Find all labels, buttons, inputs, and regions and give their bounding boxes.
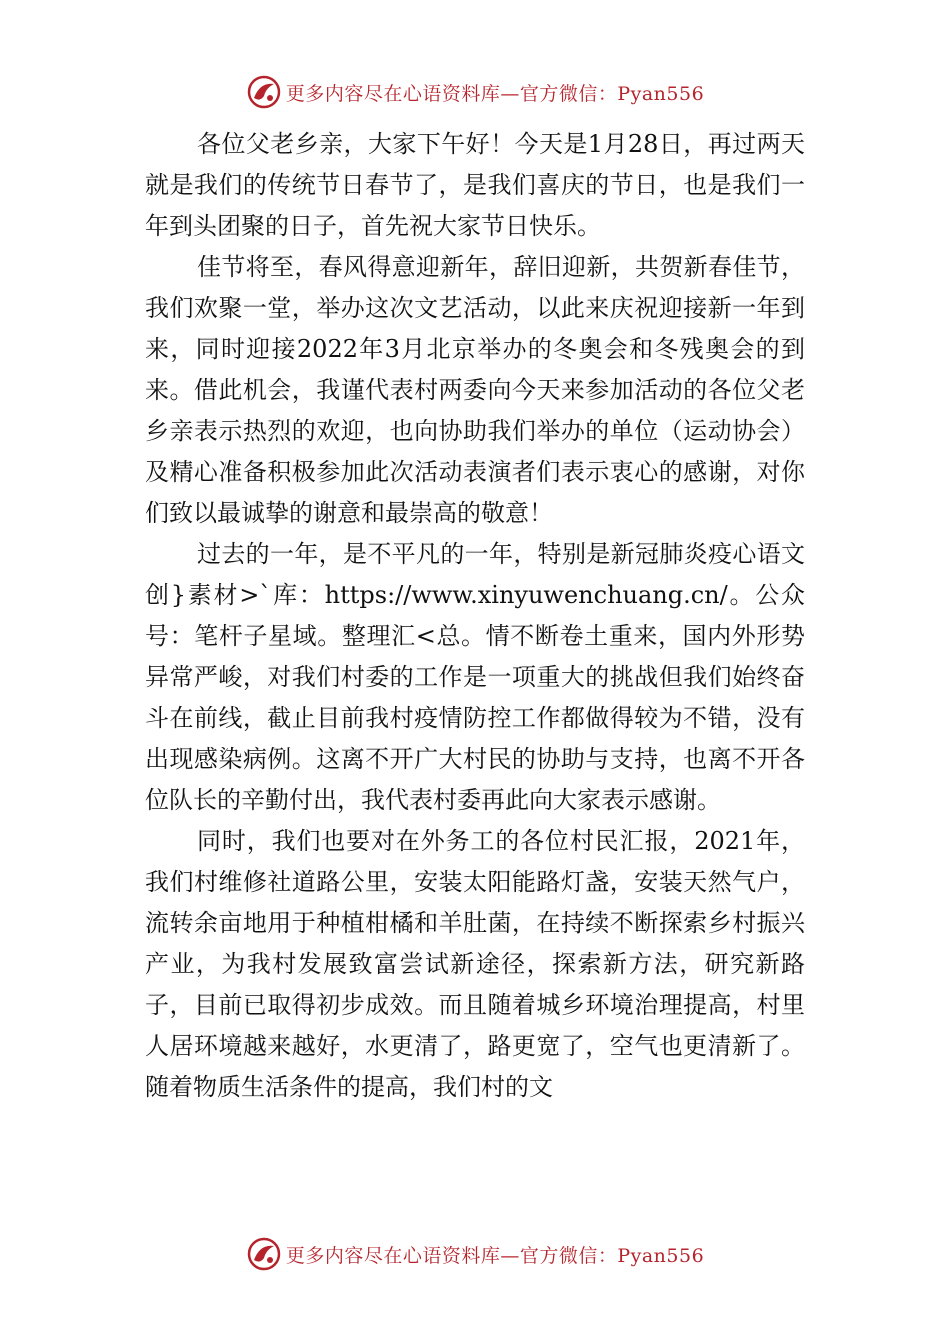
paragraph-1: 各位父老乡亲，大家下午好！今天是1月28日，再过两天就是我们的传统节日春节了，是我们喜庆的节日，也是我们一年到头团聚的日子，首先祝大家节日快乐。 bbox=[145, 130, 805, 240]
logo-icon bbox=[246, 74, 282, 110]
paragraph-2: 佳节将至，春风得意迎新年，辞旧迎新，共贺新春佳节，我们欢聚一堂，举办这次文艺活动，以此来庆祝迎接新一年到来，同时迎接2022年3月北京举办的冬奥会和冬残奥会的到来。借此机会，我谨代表村两委向今天来参加活动的各位父老乡亲表示热烈的欢迎，也向协助我们举办的单位（运动协会）及精心准备积极参加此次活动表演者们表示衷心的感谢，对你们致以最诚挚的谢意和最崇高的敬意！ bbox=[145, 253, 805, 527]
document-body bbox=[145, 124, 805, 1108]
banner-text: 更多内容尽在心语资料库—官方微信：Pyan556 bbox=[285, 82, 705, 105]
banner-text: 更多内容尽在心语资料库—官方微信：Pyan556 bbox=[285, 1244, 705, 1267]
footer-banner bbox=[0, 1232, 950, 1276]
paragraph-4: 同时，我们也要对在外务工的各位村民汇报，2021年，我们村维修社道路公里，安装太阳能路灯盏，安装天然气户，流转余亩地用于种植柑橘和羊肚菌，在持续不断探索乡村振兴产业，为我村发展致富尝试新途径，探索新方法，研究新路子，目前已取得初步成效。而且随着城乡环境治理提高，村里人居环境越来越好，水更清了，路更宽了，空气也更清新了。随着物质生活条件的提高，我们村的文 bbox=[145, 827, 805, 1101]
paragraph-3: 过去的一年，是不平凡的一年，特别是新冠肺炎疫心语文创}素材>`库：https://www.xinyuwenchuang.cn/。公众号：笔杆子星域。整理汇<总。情不断卷土重来，国内外形势异常严峻，对我们村委的工作是一项重大的挑战但我们始终奋斗在前线，截止目前我村疫情防控工作都做得较为不错，没有出现感染病例。这离不开广大村民的协助与支持，也离不开各位队长的辛勤付出，我代表村委再此向大家表示感谢。 bbox=[145, 540, 805, 814]
header-banner bbox=[0, 70, 950, 114]
logo-icon bbox=[246, 1236, 282, 1272]
